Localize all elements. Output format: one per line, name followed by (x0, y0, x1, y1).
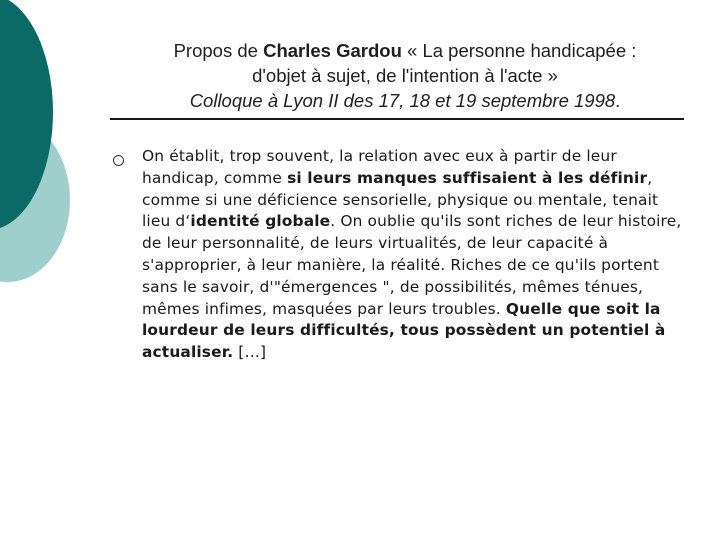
title-line-2: d'objet à sujet, de l'intention à l'acte » (252, 65, 558, 86)
paragraph-text: . On oublie qu'ils sont riches de leur histoire, de leur personnalité, de leurs virtualités, de leur capacité à s'approprier, à leur manière, la réalité. Riches de ce qu'ils portent sans le savoir, d'"émergences ", de possibilités, mêmes ténues, mêmes infimes, masquées par leurs troubles. (142, 212, 682, 318)
title-divider (110, 118, 684, 120)
title-line-3: Colloque à Lyon II des 17, 18 et 19 septembre 1998. (189, 90, 621, 111)
hollow-circle-bullet-icon (113, 155, 124, 166)
emphasized-text: Quelle que soit la lourdeur de leurs difficultés, tous possèdent un potentiel à actualiser. (142, 299, 666, 362)
paragraph-text: , comme si une déficience sensorielle, physique ou mentale, tenait lieu d‘ (142, 168, 659, 231)
bullet-paragraph (142, 146, 682, 364)
title-line-1: Propos de Charles Gardou « La personne handicapée : (173, 40, 637, 61)
emphasized-text: identité globale (190, 212, 331, 231)
paragraph-text: […] (233, 343, 267, 362)
title-author: Charles Gardou (263, 40, 402, 61)
slide-title (130, 38, 680, 113)
decorative-teal-circles (0, 0, 120, 300)
emphasized-text: si leurs manques suffisaient à les définir (287, 168, 648, 187)
paragraph-text: On établit, trop souvent, la relation avec eux à partir de leur handicap, comme (142, 147, 617, 187)
